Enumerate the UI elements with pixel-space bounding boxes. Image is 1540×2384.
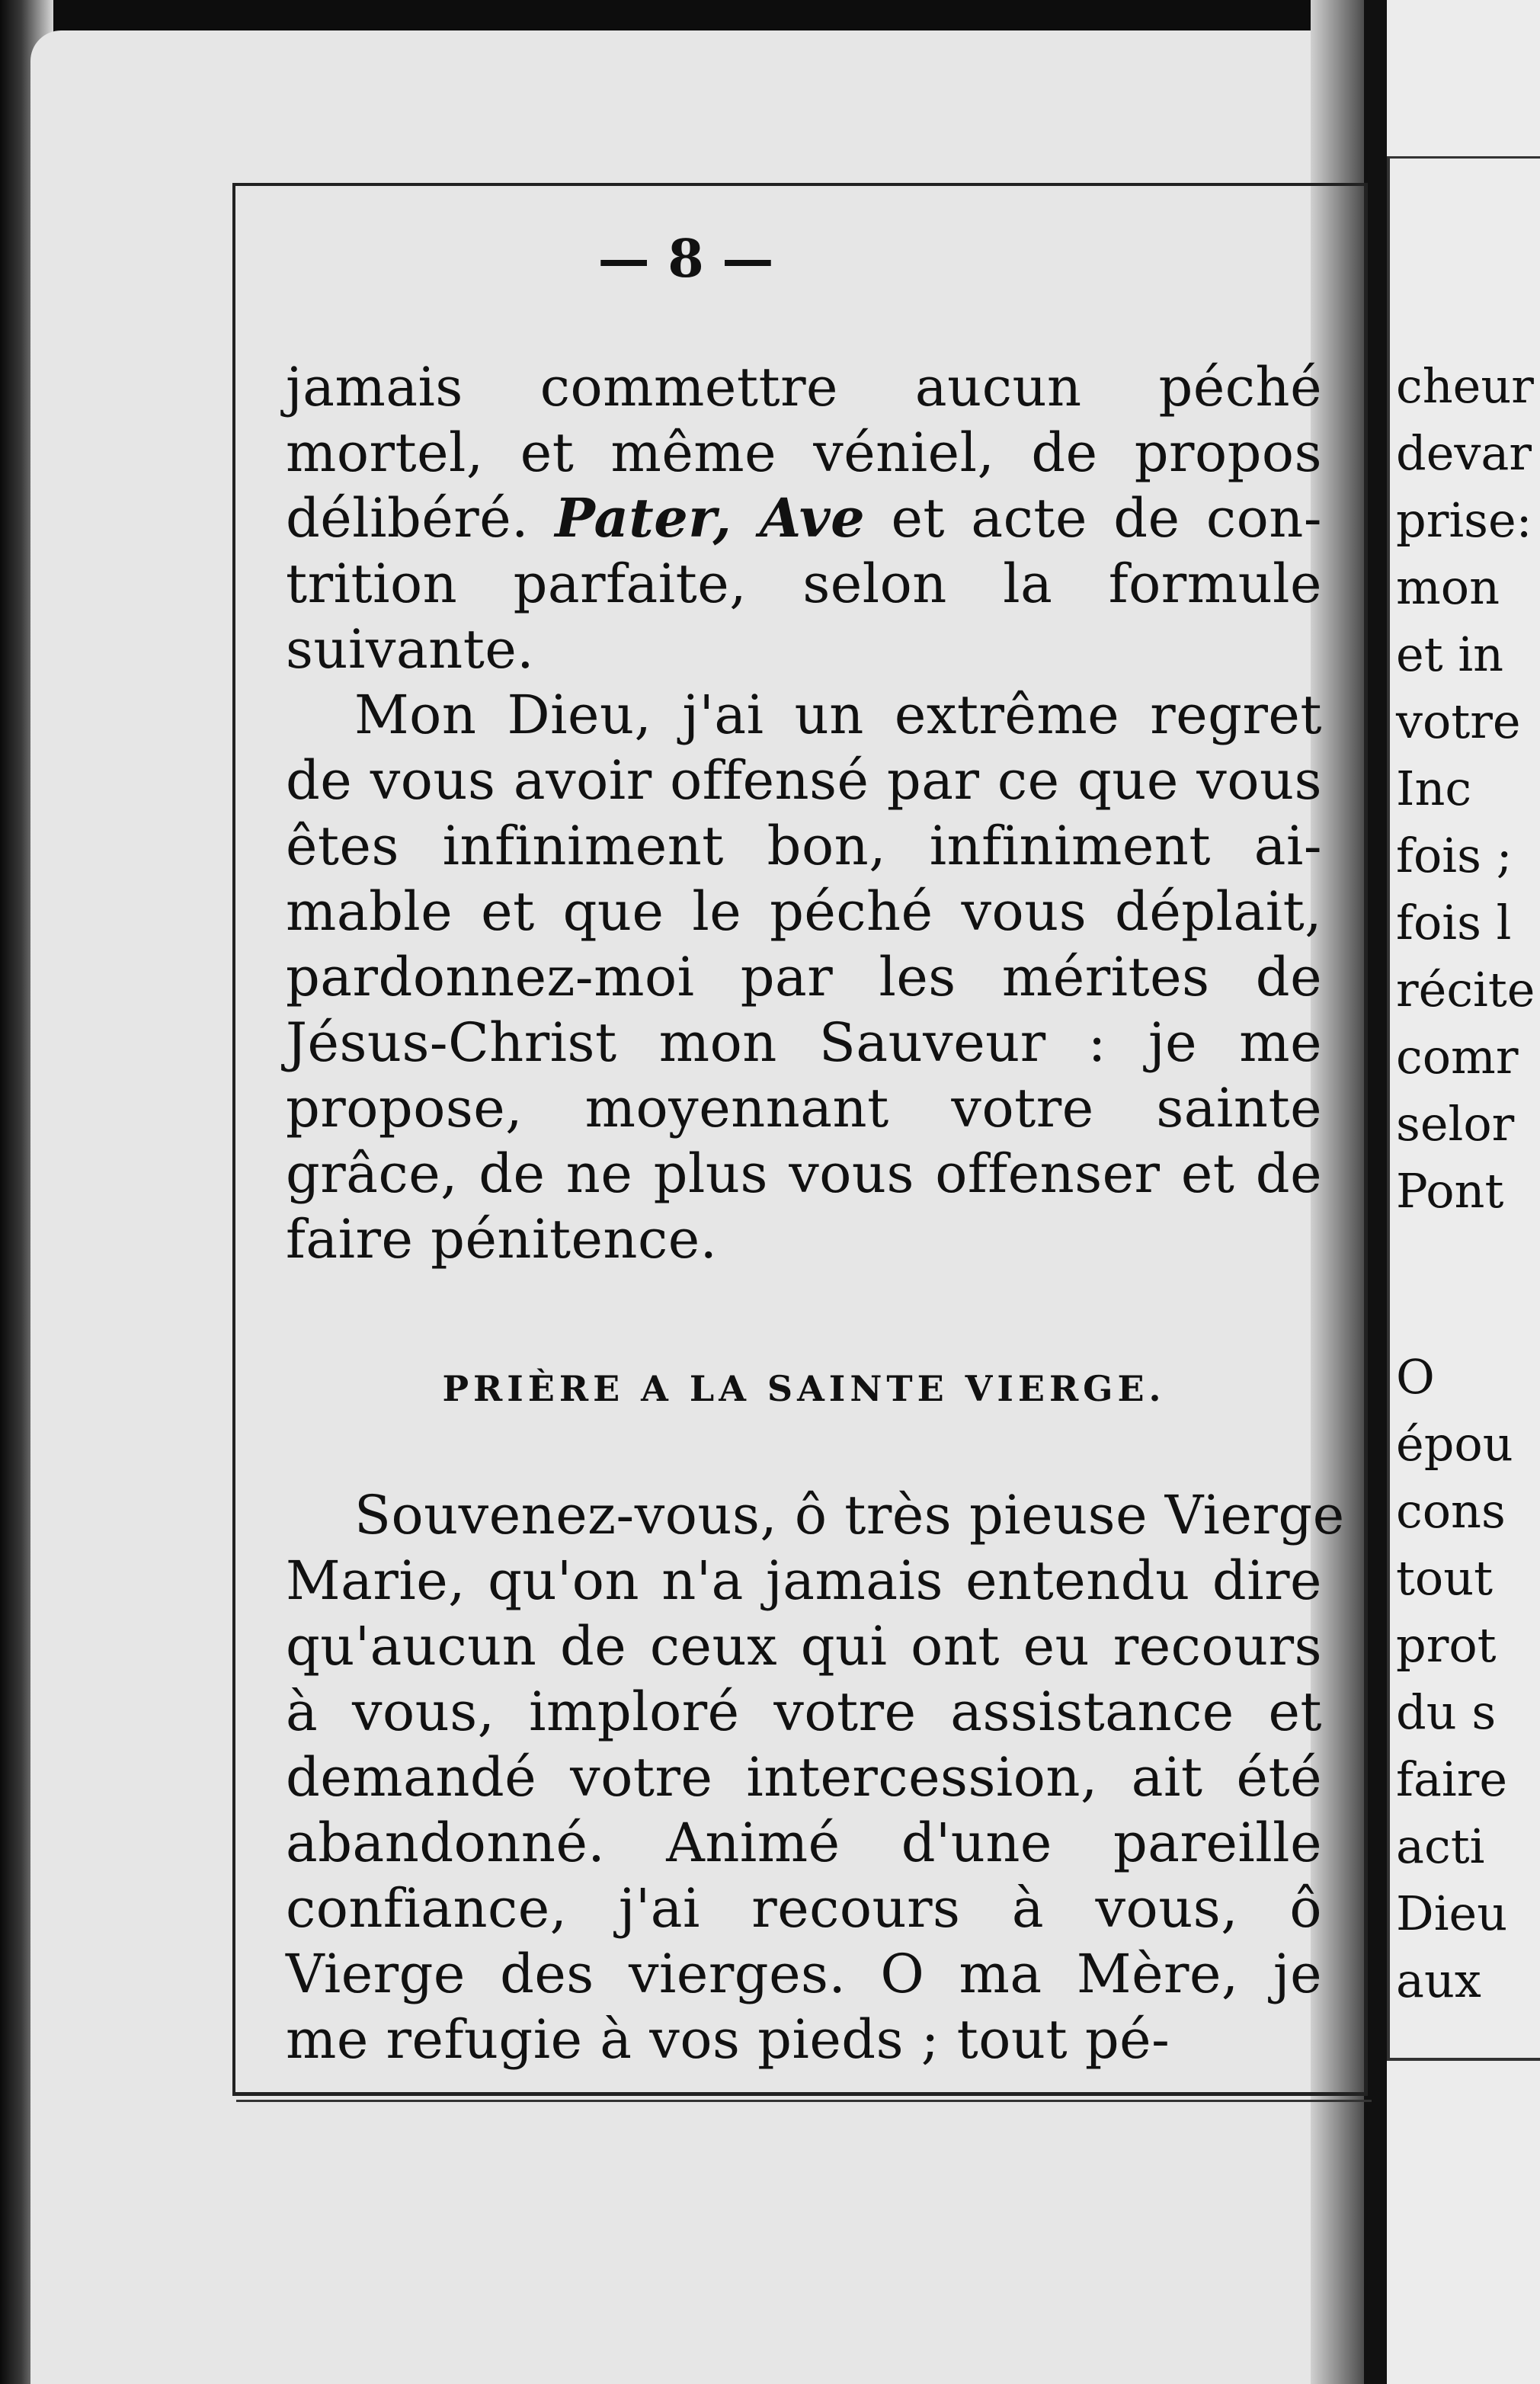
next-page-line: selor [1396,1096,1515,1152]
page-number: — 8 — [597,229,774,290]
text-line: propose, moyennant votre sainte [286,1077,1322,1139]
next-page-line: mon [1396,559,1500,615]
text-line: confiance, j'ai recours à vous, ô [286,1877,1322,1940]
text-line: délibéré. Pater, Ave et acte de con- [286,486,1323,550]
paragraph-memorare [286,1482,1345,2072]
text-line: jamais commettre aucun péché [286,356,1322,418]
text-line: êtes infiniment bon, infiniment ai- [286,815,1322,877]
next-page-line: prot [1396,1617,1497,1673]
text-line: Souvenez-vous, ô très pieuse Vierge [354,1484,1345,1546]
text-line: mable et que le péché vous déplait, [286,880,1322,943]
text-line: pardonnez-moi par les mérites de [286,946,1322,1008]
next-page-line: Pont [1396,1163,1504,1219]
next-page-line: O [1396,1349,1435,1405]
text-line: Jésus-Christ mon Sauveur : je me [286,1011,1322,1074]
next-page-line: du s [1396,1684,1497,1740]
text-line: trition parfaite, selon la formule [286,553,1322,615]
text-line: Vierge des vierges. O ma Mère, je [286,1943,1322,2005]
next-page-line: cons [1396,1483,1506,1539]
paragraph-contrition-prayer [286,682,1322,1272]
next-page-line: prise: [1396,492,1532,548]
next-page-line: tout [1396,1550,1494,1606]
next-page-line: fois l [1396,895,1512,950]
text-line: suivante. [286,618,535,681]
next-page-line: et in [1396,626,1504,682]
next-page-line: cheur [1396,358,1534,414]
next-page-line: devar [1396,425,1532,481]
next-page-line: faire [1396,1751,1508,1807]
next-page-line: récite [1396,962,1535,1017]
section-heading: PRIÈRE A LA SAINTE VIERGE. [442,1368,1166,1409]
text-line: abandonné. Animé d'une pareille [286,1812,1322,1874]
text-line: me refugie à vos pieds ; tout pé- [286,2008,1170,2071]
text-line: à vous, imploré votre assistance et [286,1681,1322,1743]
next-page-line: Inc [1396,761,1472,816]
text-line: faire pénitence. [286,1208,718,1271]
text-line: Marie, qu'on n'a jamais entendu dire [286,1549,1322,1612]
next-page-line: épou [1396,1416,1513,1472]
next-page-line: votre [1396,694,1521,749]
next-page-line: acti [1396,1818,1485,1874]
next-page-frame-top [1387,156,1540,159]
next-page-frame-bottom [1387,2058,1540,2061]
next-page-edge [1387,0,1540,2384]
frame-outer-rule [236,2100,1372,2102]
next-page-line: comr [1396,1029,1519,1085]
body-text [286,354,1345,2072]
text-line: qu'aucun de ceux qui ont eu recours [286,1615,1322,1677]
text-line: grâce, de ne plus vous offenser et de [286,1142,1322,1205]
paragraph-intro [286,354,1322,682]
text-line: mortel, et même véniel, de propos [286,421,1322,484]
next-page-line: fois ; [1396,828,1513,883]
text-line: de vous avoir offensé par ce que vous [286,749,1322,812]
next-page-frame-left [1387,156,1390,2058]
next-page-line: Dieu [1396,1886,1508,1941]
text-line: demandé votre intercession, ait été [286,1746,1322,1809]
text-line: Mon Dieu, j'ai un extrême regret [354,684,1322,746]
next-page-line: aux [1396,1953,1481,2008]
